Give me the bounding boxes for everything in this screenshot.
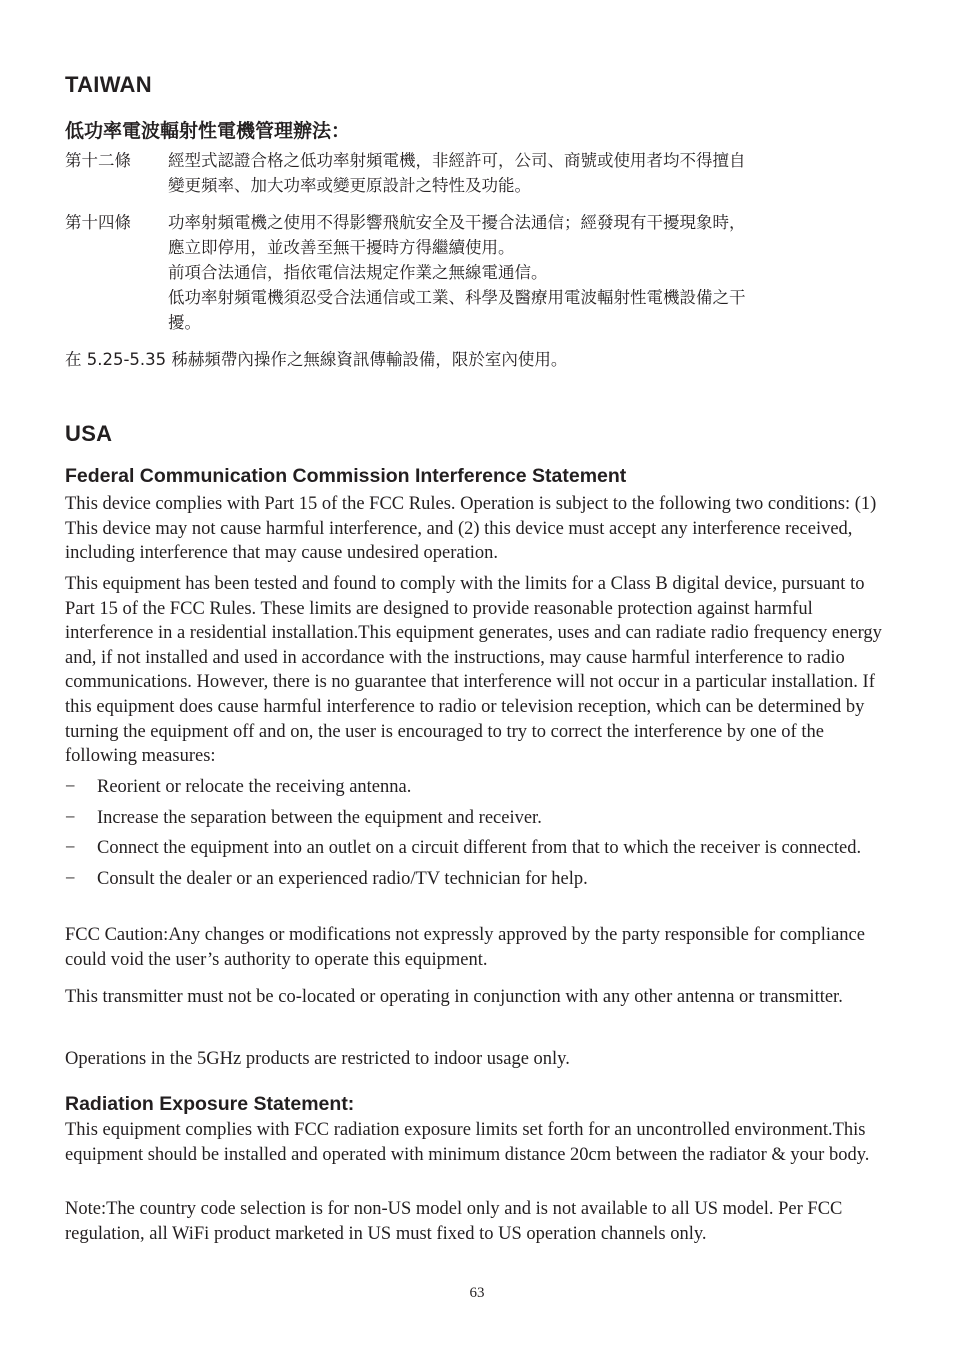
dash-bullet: −: [65, 868, 76, 889]
article-line: 功率射頻電機之使用不得影響飛航安全及干擾合法通信；經發現有干擾現象時，: [168, 213, 746, 232]
dash-bullet: −: [65, 807, 76, 828]
article-number: 第十二條: [65, 151, 131, 170]
article-line: 應立即停用，並改善至無干擾時方得繼續使用。: [168, 238, 515, 257]
list-item: [65, 867, 893, 892]
dash-bullet: −: [65, 838, 76, 859]
page-number: 63: [469, 1285, 485, 1301]
operations-statement: Operations in the 5GHz products are restricted to indoor usage only.: [65, 1049, 570, 1069]
list-item: [65, 775, 893, 800]
section-heading-taiwan: TAIWAN: [65, 72, 152, 97]
list-item-text: Reorient or relocate the receiving antenna.: [97, 777, 412, 797]
list-item-text: Increase the separation between the equipment and receiver.: [97, 807, 542, 828]
taiwan-subtitle: 低功率電波輻射性電機管理辦法：: [65, 120, 351, 142]
radiation-paragraph: This equipment complies with FCC radiation exposure limits set forth for an uncontrolled environment.This equipment should be installed and operated with minimum distance 20cm between the radiator & your body.: [65, 1120, 870, 1165]
country-code-note: Note:The country code selection is for non-US model only and is not available to all US model. Per FCC regulation, all WiFi product marketed in US must fixed to US operation channels only.: [65, 1199, 843, 1244]
article-number: 第十四條: [65, 213, 131, 232]
article-line: 變更頻率、加大功率或變更原設計之特性及功能。: [168, 176, 531, 195]
list-item: [65, 806, 893, 831]
radiation-heading: Radiation Exposure Statement:: [65, 1093, 355, 1115]
article-line: 前項合法通信，指依電信法規定作業之無線電通信。: [168, 263, 548, 282]
article-line: 經型式認證合格之低功率射頻電機，非經許可，公司、商號或使用者均不得擅自: [168, 151, 746, 170]
list-item-text: Connect the equipment into an outlet on a circuit different from that to which the receiver is connected.: [97, 838, 862, 859]
article-line: 低功率射頻電機須忍受合法通信或工業、科學及醫療用電波輻射性電機設備之干: [168, 288, 746, 307]
article-line: 擾。: [168, 313, 201, 332]
list-item-text: Consult the dealer or an experienced radio/TV technician for help.: [97, 868, 588, 889]
taiwan-note: 在 5.25-5.35 秭赫頻帶內操作之無線資訊傳輸設備，限於室內使用。: [65, 350, 568, 369]
fcc-caution: FCC Caution:Any changes or modifications not expressly approved by the party responsible for compliance could void the user’s authority to operate this equipment.: [65, 925, 865, 970]
transmitter-statement: This transmitter must not be co-located or operating in conjunction with any other antenna or transmitter.: [65, 987, 843, 1007]
list-item: [65, 836, 893, 861]
fcc-heading: Federal Communication Commission Interference Statement: [65, 465, 627, 487]
dash-bullet: −: [65, 777, 76, 797]
measures-list: [65, 775, 893, 891]
fcc-paragraph-2: This equipment has been tested and found to comply with the limits for a Class B digital device, pursuant to Part 15 of the FCC Rules. These limits are designed to provide reasonable protection against harmful interference in a residential installation.This equipment generates, uses and can radiate radio frequency energy and, if not installed and used in accordance with the instructions, may cause harmful interference to radio communications. However, there is no guarantee that interference will not occur in a particular installation. If this equipment does cause harmful interference to radio or television reception, which can be determined by turning the equipment off and on, the user is encouraged to try to correct the interference by one of the following measures:: [65, 574, 882, 767]
fcc-paragraph-1: This device complies with Part 15 of the FCC Rules. Operation is subject to the following two conditions: (1) This device may not cause harmful interference, and (2) this device must accept any interference received, including interference that may cause undesired operation.: [65, 494, 877, 564]
section-heading-usa: USA: [65, 421, 113, 446]
